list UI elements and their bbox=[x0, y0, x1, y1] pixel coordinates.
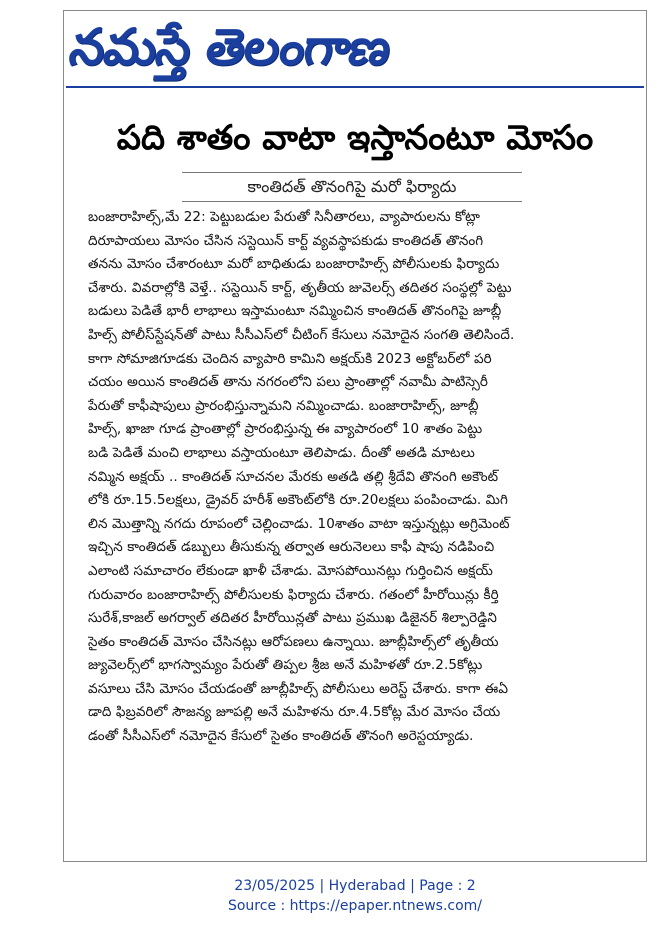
article-line: ఎలాంటి సమాచారం లేకుండా ఖాళీ చేశాడు. మోసపోయినట్లు గుర్తించిన అక్షయ్ bbox=[88, 562, 493, 579]
article-subhead: కాంతిదత్ తొనంగిపై మరో ఫిర్యాదు bbox=[247, 177, 457, 196]
subhead-box bbox=[182, 172, 522, 202]
article-headline: పది శాతం వాటా ఇస్తానంటూ మోసం bbox=[116, 118, 594, 158]
article-line: బడులు పెడితే భారీ లాభాలు ఇస్తామంటూ నమ్మించిన కాంతిదత్ తొనంగిపై జూబ్లీ bbox=[88, 303, 502, 320]
article-line: డంతో సీసీఎస్‌లో నమోదైన కేసులో సైతం కాంతిదత్ తొనంగి అరెస్టయ్యాడు. bbox=[88, 728, 474, 745]
article-line: సైతం కాంతిదత్ మోసం చేసినట్లు ఆరోపణలు ఉన్నాయి. జూబ్లీహిల్స్‌లో తృతీయ bbox=[88, 633, 499, 650]
article-line: నమ్మిన అక్షయ్ .. కాంతిదత్ సూచనల మేరకు అతడి తల్లి శ్రీదేవి తొనంగి అకౌంట్ bbox=[88, 468, 499, 485]
article-line: సురేశ్,కాజల్ అగర్వాల్ తదితర హీరోయిన్లతో పాటు ప్రముఖ డిజైనర్ శిల్పారెడ్డిని bbox=[88, 610, 497, 627]
masthead-logo: నమస్తే తెలంగాణ bbox=[65, 18, 394, 76]
article-line: ఇచ్చిన కాంతిదత్ డబ్బులు తీసుకున్న తర్వాత ఆరునెలలు కాఫీ షాపు నడిపించి bbox=[88, 539, 495, 556]
article-line: బడి పెడితే మంచి లాభాలు వస్తాయంటూ తెలిపాడు. దీంతో అతడి మాటలు bbox=[88, 444, 475, 461]
article-line: తనను మోసం చేశారంటూ మరో బాధితుడు బంజారాహిల్స్ పోలీసులకు ఫిర్యాదు bbox=[88, 256, 500, 273]
article-line: గురువారం బంజారాహిల్స్ పోలీసులకు ఫిర్యాదు చేశారు. గతంలో హీరోయిన్లు కీర్తి bbox=[88, 586, 499, 603]
footer bbox=[63, 876, 647, 916]
footer-source: Source : https://epaper.ntnews.com/ bbox=[227, 898, 483, 914]
article-body bbox=[88, 206, 632, 749]
article-line: వసూలు చేసి మోసం చేయడంతో జూబ్లీహిల్స్ పోలీసులు అరెస్ట్ చేశారు. కాగా ఈఏ bbox=[88, 680, 509, 697]
article-line: లోకి రూ.15.5లక్షలు, డ్రైవర్ హరీశ్ అకౌంట్‌లోకి రూ.20లక్షలు పంపించాడు. మిగి bbox=[88, 492, 509, 509]
article-line: బంజారాహిల్స్,మే 22: పెట్టుబడుల పేరుతో సినీతారలు, వ్యాపారులను కోట్లా bbox=[88, 209, 480, 225]
article-line: దిరూపాయలు మోసం చేసిన సస్టెయిన్ కార్ట్ వ్యవస్థాపకుడు కాంతిదత్ తొనంగి bbox=[88, 232, 484, 249]
article-line: పేరుతో కాఫీషాపులు ప్రారంభిస్తున్నామని నమ్మించాడు. బంజారాహిల్స్, జూబ్లీ bbox=[88, 397, 479, 414]
article-line: చయం అయిన కాంతిదత్ తాను నగరంలోని పలు ప్రాంతాల్లో నవామీ పాటిస్సెరీ bbox=[88, 374, 489, 391]
article-line: డాది ఫిబ్రవరిలో సౌజన్య జూపల్లి అనే మహిళను రూ.4.5కోట్ల మేర మోసం చేయ bbox=[88, 704, 501, 721]
article-line: హిల్స్ పోలీస్‌స్టేషన్‌తో పాటు సీసీఎస్‌లో చీటింగ్ కేసులు నమోదైన సంగతి తెలిసిందే. bbox=[88, 326, 515, 343]
article-line: కాగా సోమాజిగూడకు చెందిన వ్యాపారి కామిని అక్షయ్‌కి 2023 అక్టోబర్‌లో పరి bbox=[88, 350, 492, 367]
article-line: లిన మొత్తాన్ని నగదు రూపంలో చెల్లించాడు. 10శాతం వాటా ఇస్తున్నట్లు అగ్రిమెంట్ bbox=[88, 515, 510, 532]
article-line: హిల్స్, ఖాజా గూడ ప్రాంతాల్లో ప్రారంభిస్తున్న ఈ వ్యాపారంలో 10 శాతం పెట్టు bbox=[88, 421, 483, 438]
article-line: చేశారు. వివరాల్లోకి వెళ్తే.. సస్టెయిన్ కార్ట్, తృతీయ జువెలర్స్ తదితర సంస్థల్లో పెట్టు bbox=[88, 279, 512, 296]
footer-date-edition: 23/05/2025 | Hyderabad | Page : 2 bbox=[234, 878, 476, 894]
article-line: జ్యువెలర్స్‌లో భాగస్వామ్యం పేరుతో తిప్పల శ్రీజ అనే మహిళతో రూ.2.5కోట్లు bbox=[88, 657, 483, 674]
masthead-rule bbox=[66, 86, 644, 88]
